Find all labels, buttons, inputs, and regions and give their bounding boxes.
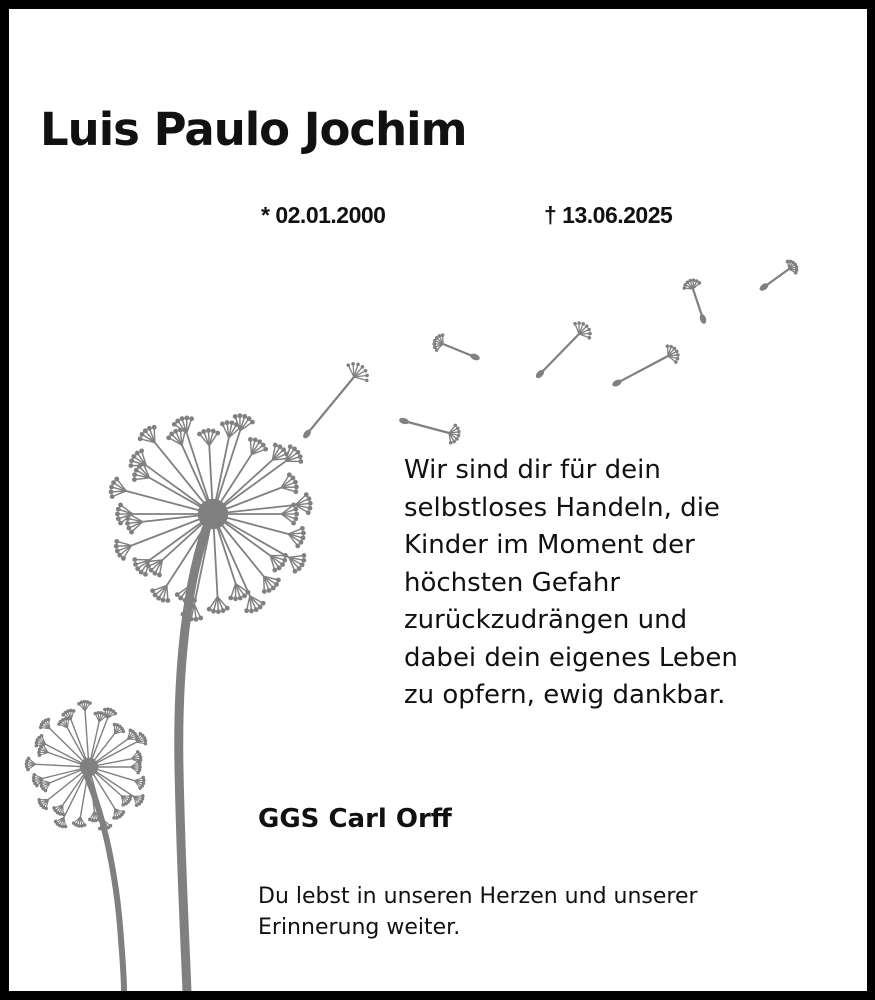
dandelion-seed-icon xyxy=(302,362,369,440)
tribute-line: zu opfern, ewig dankbar. xyxy=(404,680,726,710)
tribute-text xyxy=(404,452,844,715)
dandelion-seed-icon xyxy=(682,278,707,324)
tribute-line: zurückzudrängen und xyxy=(404,605,688,635)
closing-line: Erinnerung weiter. xyxy=(258,915,461,940)
death-date: † 13.06.2025 xyxy=(544,202,673,228)
dandelion-seed-icon xyxy=(758,260,798,293)
tribute-line: Kinder im Moment der xyxy=(404,530,695,560)
dandelion-seed-icon xyxy=(534,321,591,379)
birth-date: * 02.01.2000 xyxy=(261,202,386,228)
sender-name: GGS Carl Orff xyxy=(258,804,452,834)
large-dandelion-icon xyxy=(109,413,313,621)
dandelion-seed-icon xyxy=(611,344,679,388)
closing-text xyxy=(258,881,698,943)
dandelion-seed-icon xyxy=(398,417,460,445)
small-dandelion-icon xyxy=(25,700,148,831)
closing-line: Du lebst in unseren Herzen und unserer xyxy=(258,884,698,909)
tribute-line: dabei dein eigenes Leben xyxy=(404,642,738,673)
dandelion-seed-icon xyxy=(432,333,480,361)
deceased-name: Luis Paulo Jochim xyxy=(40,103,467,156)
flying-seeds xyxy=(302,260,799,445)
tribute-line: Wir sind dir für dein xyxy=(404,455,661,485)
tribute-line: selbstloses Handeln, die xyxy=(404,492,720,523)
tribute-line: höchsten Gefahr xyxy=(404,567,621,598)
